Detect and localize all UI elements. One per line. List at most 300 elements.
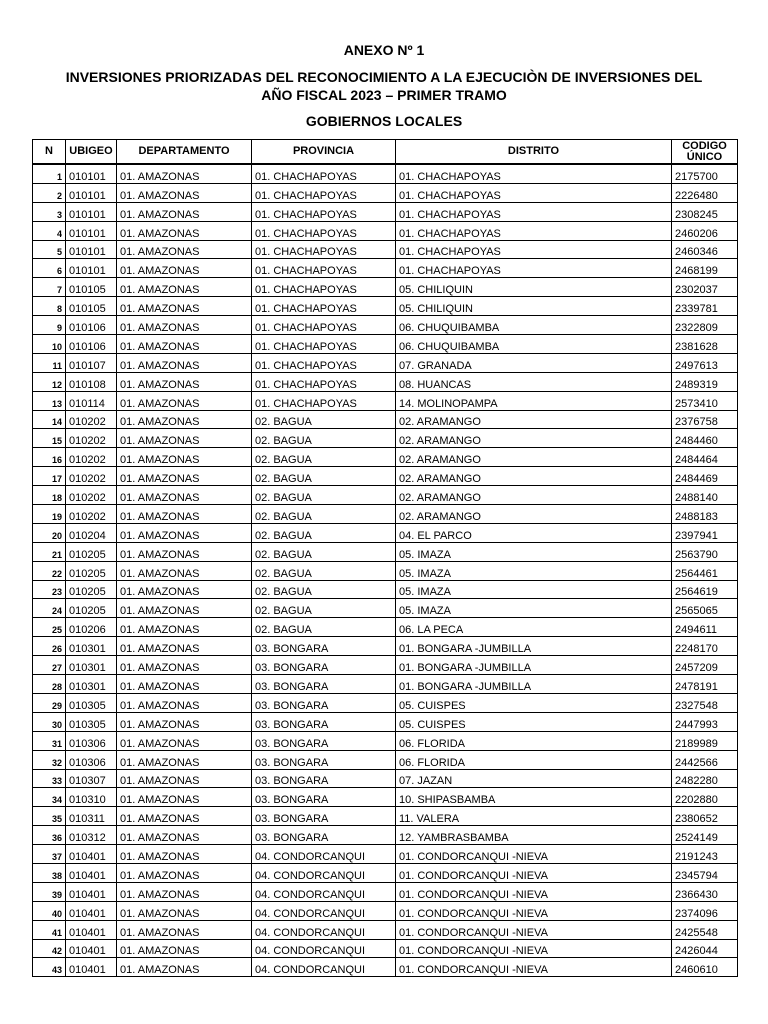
cell-departamento: 01. AMAZONAS (117, 845, 252, 864)
cell-distrito: 02. ARAMANGO (396, 429, 672, 448)
cell-distrito: 06. FLORIDA (396, 750, 672, 769)
cell-codigo-unico: 2226480 (672, 183, 738, 202)
cell-ubigeo: 010401 (66, 901, 117, 920)
cell-ubigeo: 010306 (66, 750, 117, 769)
cell-codigo-unico: 2478191 (672, 675, 738, 694)
cell-departamento: 01. AMAZONAS (117, 259, 252, 278)
cell-codigo-unico: 2497613 (672, 353, 738, 372)
cell-distrito: 06. CHUQUIBAMBA (396, 316, 672, 335)
cell-provincia: 01. CHACHAPOYAS (252, 259, 396, 278)
table-row (33, 901, 738, 920)
cell-departamento: 01. AMAZONAS (117, 561, 252, 580)
header-codigo-line-1: CODIGO (682, 139, 727, 152)
cell-distrito: 05. IMAZA (396, 599, 672, 618)
cell-provincia: 01. CHACHAPOYAS (252, 183, 396, 202)
cell-distrito: 05. IMAZA (396, 542, 672, 561)
cell-ubigeo: 010401 (66, 920, 117, 939)
cell-departamento: 01. AMAZONAS (117, 335, 252, 354)
table-row (33, 297, 738, 316)
cell-departamento: 01. AMAZONAS (117, 372, 252, 391)
table-row (33, 542, 738, 561)
table-row (33, 523, 738, 542)
cell-ubigeo: 010311 (66, 807, 117, 826)
cell-departamento: 01. AMAZONAS (117, 788, 252, 807)
cell-departamento: 01. AMAZONAS (117, 712, 252, 731)
cell-distrito: 12. YAMBRASBAMBA (396, 826, 672, 845)
table-row (33, 410, 738, 429)
header-ubigeo: UBIGEO (66, 140, 117, 165)
cell-codigo-unico: 2374096 (672, 901, 738, 920)
cell-provincia: 02. BAGUA (252, 410, 396, 429)
cell-distrito: 01. CHACHAPOYAS (396, 183, 672, 202)
cell-distrito: 01. BONGARA -JUMBILLA (396, 656, 672, 675)
cell-departamento: 01. AMAZONAS (117, 448, 252, 467)
cell-n: 23 (33, 580, 66, 599)
cell-codigo-unico: 2327548 (672, 693, 738, 712)
cell-codigo-unico: 2376758 (672, 410, 738, 429)
cell-departamento: 01. AMAZONAS (117, 863, 252, 882)
table-body (33, 164, 738, 977)
cell-n: 7 (33, 278, 66, 297)
cell-ubigeo: 010204 (66, 523, 117, 542)
cell-ubigeo: 010202 (66, 429, 117, 448)
cell-n: 30 (33, 712, 66, 731)
cell-departamento: 01. AMAZONAS (117, 769, 252, 788)
cell-distrito: 01. CONDORCANQUI -NIEVA (396, 863, 672, 882)
cell-n: 41 (33, 920, 66, 939)
cell-n: 28 (33, 675, 66, 694)
cell-ubigeo: 010205 (66, 561, 117, 580)
annex-title: ANEXO Nº 1 (343, 42, 425, 58)
table-row (33, 259, 738, 278)
cell-distrito: 01. CONDORCANQUI -NIEVA (396, 845, 672, 864)
table-row (33, 920, 738, 939)
cell-provincia: 03. BONGARA (252, 788, 396, 807)
cell-departamento: 01. AMAZONAS (117, 656, 252, 675)
cell-departamento: 01. AMAZONAS (117, 410, 252, 429)
cell-n: 17 (33, 467, 66, 486)
cell-ubigeo: 010101 (66, 202, 117, 221)
table-row (33, 221, 738, 240)
header-codigo-line-2: ÚNICO (686, 150, 723, 163)
cell-provincia: 01. CHACHAPOYAS (252, 335, 396, 354)
cell-provincia: 01. CHACHAPOYAS (252, 372, 396, 391)
table-row (33, 637, 738, 656)
table-row (33, 467, 738, 486)
cell-departamento: 01. AMAZONAS (117, 202, 252, 221)
header-provincia: PROVINCIA (252, 140, 396, 165)
cell-codigo-unico: 2202880 (672, 788, 738, 807)
cell-n: 2 (33, 183, 66, 202)
subtitle-line-2: AÑO FISCAL 2023 – PRIMER TRAMO (261, 87, 507, 103)
cell-codigo-unico: 2248170 (672, 637, 738, 656)
cell-provincia: 02. BAGUA (252, 486, 396, 505)
cell-n: 29 (33, 693, 66, 712)
cell-codigo-unico: 2447993 (672, 712, 738, 731)
cell-n: 42 (33, 939, 66, 958)
cell-ubigeo: 010401 (66, 863, 117, 882)
cell-distrito: 06. CHUQUIBAMBA (396, 335, 672, 354)
table-row (33, 183, 738, 202)
cell-provincia: 02. BAGUA (252, 429, 396, 448)
cell-departamento: 01. AMAZONAS (117, 618, 252, 637)
table-row (33, 788, 738, 807)
cell-codigo-unico: 2460610 (672, 958, 738, 977)
cell-provincia: 03. BONGARA (252, 656, 396, 675)
cell-distrito: 06. FLORIDA (396, 731, 672, 750)
cell-departamento: 01. AMAZONAS (117, 901, 252, 920)
cell-n: 24 (33, 599, 66, 618)
cell-distrito: 01. CHACHAPOYAS (396, 202, 672, 221)
cell-provincia: 02. BAGUA (252, 448, 396, 467)
cell-ubigeo: 010101 (66, 221, 117, 240)
cell-provincia: 01. CHACHAPOYAS (252, 391, 396, 410)
table-row (33, 240, 738, 259)
cell-codigo-unico: 2524149 (672, 826, 738, 845)
table-row (33, 372, 738, 391)
cell-departamento: 01. AMAZONAS (117, 391, 252, 410)
cell-n: 34 (33, 788, 66, 807)
cell-departamento: 01. AMAZONAS (117, 939, 252, 958)
cell-codigo-unico: 2564619 (672, 580, 738, 599)
cell-departamento: 01. AMAZONAS (117, 523, 252, 542)
cell-codigo-unico: 2381628 (672, 335, 738, 354)
cell-ubigeo: 010101 (66, 164, 117, 183)
cell-distrito: 10. SHIPASBAMBA (396, 788, 672, 807)
cell-n: 35 (33, 807, 66, 826)
table-row (33, 882, 738, 901)
cell-departamento: 01. AMAZONAS (117, 278, 252, 297)
cell-provincia: 02. BAGUA (252, 542, 396, 561)
cell-n: 11 (33, 353, 66, 372)
cell-ubigeo: 010305 (66, 693, 117, 712)
table-row (33, 580, 738, 599)
cell-provincia: 01. CHACHAPOYAS (252, 353, 396, 372)
cell-ubigeo: 010307 (66, 769, 117, 788)
cell-distrito: 01. CHACHAPOYAS (396, 221, 672, 240)
cell-n: 19 (33, 505, 66, 524)
cell-codigo-unico: 2442566 (672, 750, 738, 769)
cell-n: 39 (33, 882, 66, 901)
cell-codigo-unico: 2308245 (672, 202, 738, 221)
cell-n: 33 (33, 769, 66, 788)
cell-codigo-unico: 2489319 (672, 372, 738, 391)
table-row (33, 429, 738, 448)
cell-provincia: 03. BONGARA (252, 693, 396, 712)
cell-n: 18 (33, 486, 66, 505)
cell-ubigeo: 010114 (66, 391, 117, 410)
cell-codigo-unico: 2573410 (672, 391, 738, 410)
table-row (33, 693, 738, 712)
cell-departamento: 01. AMAZONAS (117, 580, 252, 599)
cell-provincia: 02. BAGUA (252, 580, 396, 599)
cell-ubigeo: 010305 (66, 712, 117, 731)
cell-provincia: 04. CONDORCANQUI (252, 845, 396, 864)
cell-departamento: 01. AMAZONAS (117, 542, 252, 561)
cell-provincia: 03. BONGARA (252, 826, 396, 845)
cell-distrito: 01. CHACHAPOYAS (396, 240, 672, 259)
cell-n: 36 (33, 826, 66, 845)
cell-distrito: 01. CONDORCANQUI -NIEVA (396, 882, 672, 901)
cell-codigo-unico: 2484464 (672, 448, 738, 467)
cell-provincia: 01. CHACHAPOYAS (252, 221, 396, 240)
cell-departamento: 01. AMAZONAS (117, 316, 252, 335)
cell-codigo-unico: 2175700 (672, 164, 738, 183)
cell-codigo-unico: 2397941 (672, 523, 738, 542)
cell-provincia: 03. BONGARA (252, 807, 396, 826)
cell-ubigeo: 010105 (66, 278, 117, 297)
cell-distrito: 05. CHILIQUIN (396, 297, 672, 316)
cell-provincia: 02. BAGUA (252, 599, 396, 618)
cell-provincia: 03. BONGARA (252, 731, 396, 750)
cell-departamento: 01. AMAZONAS (117, 486, 252, 505)
cell-n: 5 (33, 240, 66, 259)
cell-codigo-unico: 2425548 (672, 920, 738, 939)
cell-codigo-unico: 2426044 (672, 939, 738, 958)
cell-ubigeo: 010401 (66, 958, 117, 977)
table-row (33, 561, 738, 580)
table-row (33, 769, 738, 788)
cell-provincia: 01. CHACHAPOYAS (252, 164, 396, 183)
cell-departamento: 01. AMAZONAS (117, 164, 252, 183)
cell-ubigeo: 010401 (66, 939, 117, 958)
cell-codigo-unico: 2191243 (672, 845, 738, 864)
cell-ubigeo: 010310 (66, 788, 117, 807)
cell-distrito: 01. CONDORCANQUI -NIEVA (396, 939, 672, 958)
table-row (33, 958, 738, 977)
cell-codigo-unico: 2488140 (672, 486, 738, 505)
cell-ubigeo: 010202 (66, 467, 117, 486)
cell-n: 8 (33, 297, 66, 316)
table-row (33, 675, 738, 694)
cell-n: 3 (33, 202, 66, 221)
table-row (33, 164, 738, 183)
cell-ubigeo: 010205 (66, 599, 117, 618)
table-row (33, 599, 738, 618)
cell-ubigeo: 010101 (66, 183, 117, 202)
table-row (33, 448, 738, 467)
cell-n: 31 (33, 731, 66, 750)
cell-n: 12 (33, 372, 66, 391)
cell-provincia: 04. CONDORCANQUI (252, 958, 396, 977)
cell-ubigeo: 010206 (66, 618, 117, 637)
cell-provincia: 04. CONDORCANQUI (252, 920, 396, 939)
table-row (33, 845, 738, 864)
cell-departamento: 01. AMAZONAS (117, 807, 252, 826)
cell-departamento: 01. AMAZONAS (117, 429, 252, 448)
cell-distrito: 01. CONDORCANQUI -NIEVA (396, 958, 672, 977)
cell-codigo-unico: 2380652 (672, 807, 738, 826)
cell-ubigeo: 010202 (66, 486, 117, 505)
cell-codigo-unico: 2457209 (672, 656, 738, 675)
cell-n: 15 (33, 429, 66, 448)
cell-provincia: 04. CONDORCANQUI (252, 882, 396, 901)
cell-ubigeo: 010401 (66, 882, 117, 901)
cell-n: 10 (33, 335, 66, 354)
cell-distrito: 07. GRANADA (396, 353, 672, 372)
cell-n: 25 (33, 618, 66, 637)
cell-ubigeo: 010107 (66, 353, 117, 372)
cell-departamento: 01. AMAZONAS (117, 353, 252, 372)
cell-n: 38 (33, 863, 66, 882)
table-row (33, 486, 738, 505)
cell-ubigeo: 010205 (66, 580, 117, 599)
cell-codigo-unico: 2494611 (672, 618, 738, 637)
section-title: GOBIERNOS LOCALES (305, 113, 463, 129)
cell-departamento: 01. AMAZONAS (117, 675, 252, 694)
table-row (33, 391, 738, 410)
cell-ubigeo: 010312 (66, 826, 117, 845)
cell-provincia: 04. CONDORCANQUI (252, 901, 396, 920)
cell-codigo-unico: 2488183 (672, 505, 738, 524)
cell-n: 20 (33, 523, 66, 542)
cell-n: 40 (33, 901, 66, 920)
header-distrito: DISTRITO (396, 140, 672, 165)
table-row (33, 202, 738, 221)
table-row (33, 656, 738, 675)
cell-distrito: 11. VALERA (396, 807, 672, 826)
cell-provincia: 04. CONDORCANQUI (252, 939, 396, 958)
table-row (33, 335, 738, 354)
cell-n: 6 (33, 259, 66, 278)
cell-n: 32 (33, 750, 66, 769)
cell-ubigeo: 010401 (66, 845, 117, 864)
cell-distrito: 04. EL PARCO (396, 523, 672, 542)
table-row (33, 712, 738, 731)
cell-distrito: 02. ARAMANGO (396, 410, 672, 429)
cell-departamento: 01. AMAZONAS (117, 637, 252, 656)
cell-ubigeo: 010105 (66, 297, 117, 316)
cell-distrito: 08. HUANCAS (396, 372, 672, 391)
cell-distrito: 14. MOLINOPAMPA (396, 391, 672, 410)
cell-ubigeo: 010202 (66, 448, 117, 467)
cell-ubigeo: 010205 (66, 542, 117, 561)
cell-n: 16 (33, 448, 66, 467)
cell-n: 22 (33, 561, 66, 580)
cell-n: 27 (33, 656, 66, 675)
cell-departamento: 01. AMAZONAS (117, 221, 252, 240)
cell-codigo-unico: 2482280 (672, 769, 738, 788)
cell-departamento: 01. AMAZONAS (117, 958, 252, 977)
table-header-row (33, 140, 738, 165)
cell-codigo-unico: 2460206 (672, 221, 738, 240)
cell-ubigeo: 010101 (66, 240, 117, 259)
table-row (33, 731, 738, 750)
cell-ubigeo: 010101 (66, 259, 117, 278)
cell-distrito: 01. CONDORCANQUI -NIEVA (396, 920, 672, 939)
cell-codigo-unico: 2484469 (672, 467, 738, 486)
table-row (33, 826, 738, 845)
cell-ubigeo: 010106 (66, 316, 117, 335)
cell-provincia: 04. CONDORCANQUI (252, 863, 396, 882)
cell-codigo-unico: 2484460 (672, 429, 738, 448)
cell-provincia: 02. BAGUA (252, 505, 396, 524)
cell-distrito: 07. JAZAN (396, 769, 672, 788)
cell-departamento: 01. AMAZONAS (117, 693, 252, 712)
cell-distrito: 06. LA PECA (396, 618, 672, 637)
cell-ubigeo: 010106 (66, 335, 117, 354)
cell-distrito: 02. ARAMANGO (396, 467, 672, 486)
cell-provincia: 01. CHACHAPOYAS (252, 297, 396, 316)
table-row (33, 618, 738, 637)
cell-provincia: 02. BAGUA (252, 467, 396, 486)
cell-distrito: 05. CHILIQUIN (396, 278, 672, 297)
cell-departamento: 01. AMAZONAS (117, 882, 252, 901)
cell-provincia: 03. BONGARA (252, 750, 396, 769)
cell-distrito: 02. ARAMANGO (396, 448, 672, 467)
cell-n: 13 (33, 391, 66, 410)
cell-distrito: 01. CHACHAPOYAS (396, 259, 672, 278)
cell-n: 37 (33, 845, 66, 864)
cell-distrito: 01. CHACHAPOYAS (396, 164, 672, 183)
cell-provincia: 03. BONGARA (252, 637, 396, 656)
cell-n: 4 (33, 221, 66, 240)
cell-ubigeo: 010202 (66, 410, 117, 429)
cell-codigo-unico: 2189989 (672, 731, 738, 750)
table-row (33, 750, 738, 769)
cell-departamento: 01. AMAZONAS (117, 599, 252, 618)
cell-ubigeo: 010301 (66, 637, 117, 656)
cell-departamento: 01. AMAZONAS (117, 750, 252, 769)
cell-ubigeo: 010301 (66, 675, 117, 694)
table-row (33, 863, 738, 882)
cell-n: 43 (33, 958, 66, 977)
cell-departamento: 01. AMAZONAS (117, 920, 252, 939)
cell-provincia: 03. BONGARA (252, 712, 396, 731)
cell-codigo-unico: 2345794 (672, 863, 738, 882)
header-departamento: DEPARTAMENTO (117, 140, 252, 165)
cell-distrito: 01. CONDORCANQUI -NIEVA (396, 901, 672, 920)
cell-provincia: 01. CHACHAPOYAS (252, 240, 396, 259)
cell-provincia: 03. BONGARA (252, 675, 396, 694)
cell-n: 14 (33, 410, 66, 429)
cell-distrito: 05. IMAZA (396, 561, 672, 580)
cell-distrito: 01. BONGARA -JUMBILLA (396, 675, 672, 694)
cell-distrito: 01. BONGARA -JUMBILLA (396, 637, 672, 656)
cell-ubigeo: 010306 (66, 731, 117, 750)
cell-codigo-unico: 2564461 (672, 561, 738, 580)
cell-departamento: 01. AMAZONAS (117, 240, 252, 259)
table-row (33, 278, 738, 297)
cell-codigo-unico: 2339781 (672, 297, 738, 316)
cell-codigo-unico: 2302037 (672, 278, 738, 297)
table-row (33, 807, 738, 826)
table-row (33, 505, 738, 524)
cell-provincia: 01. CHACHAPOYAS (252, 278, 396, 297)
cell-codigo-unico: 2322809 (672, 316, 738, 335)
cell-n: 9 (33, 316, 66, 335)
cell-distrito: 05. CUISPES (396, 712, 672, 731)
cell-departamento: 01. AMAZONAS (117, 297, 252, 316)
cell-departamento: 01. AMAZONAS (117, 731, 252, 750)
table-row (33, 353, 738, 372)
cell-n: 1 (33, 164, 66, 183)
table-row (33, 939, 738, 958)
cell-n: 26 (33, 637, 66, 656)
cell-codigo-unico: 2468199 (672, 259, 738, 278)
cell-distrito: 02. ARAMANGO (396, 486, 672, 505)
cell-provincia: 01. CHACHAPOYAS (252, 202, 396, 221)
cell-n: 21 (33, 542, 66, 561)
cell-departamento: 01. AMAZONAS (117, 467, 252, 486)
cell-codigo-unico: 2460346 (672, 240, 738, 259)
cell-departamento: 01. AMAZONAS (117, 826, 252, 845)
cell-distrito: 02. ARAMANGO (396, 505, 672, 524)
cell-provincia: 02. BAGUA (252, 561, 396, 580)
cell-provincia: 02. BAGUA (252, 523, 396, 542)
header-codigo-unico (672, 140, 738, 165)
cell-provincia: 02. BAGUA (252, 618, 396, 637)
